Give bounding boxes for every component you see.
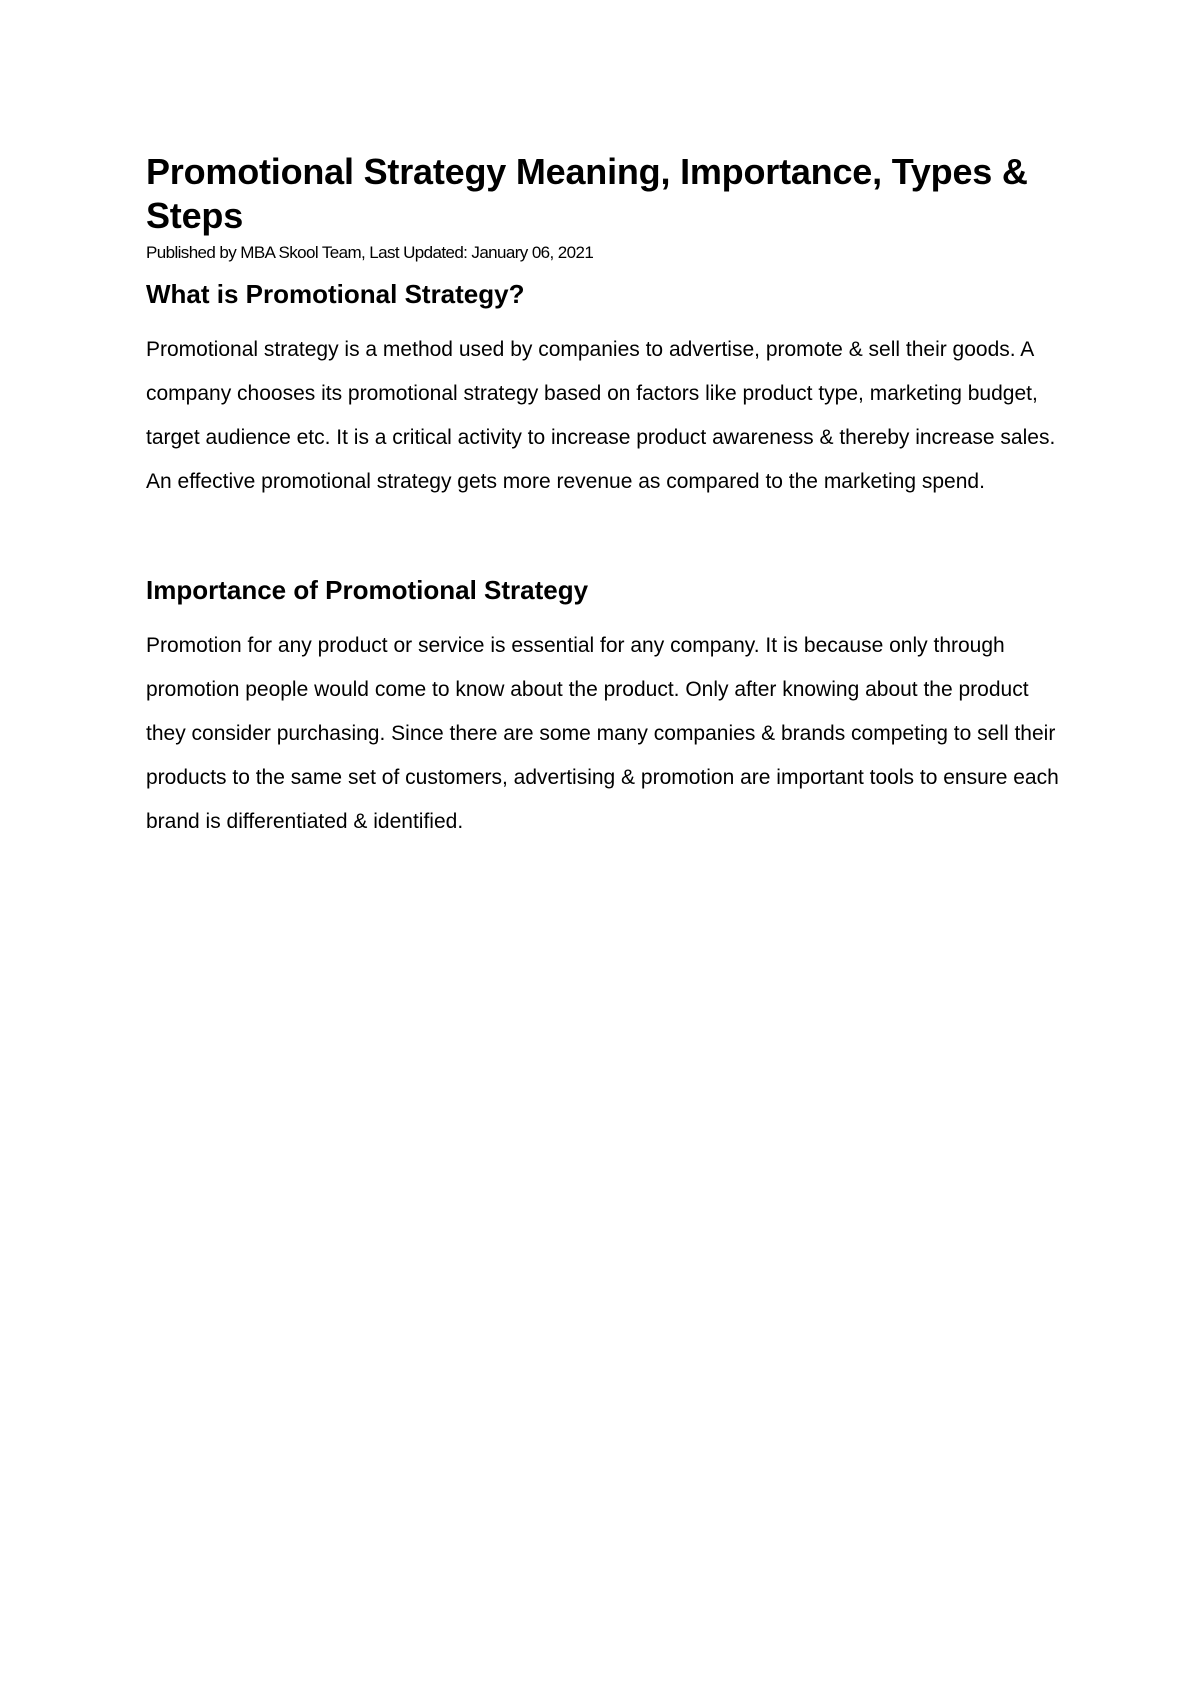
page-title: Promotional Strategy Meaning, Importance, Types & Steps xyxy=(146,151,1028,236)
section-body: Promotional strategy is a method used by companies to advertise, promote & sell their goods. A company chooses its promotional strategy based on factors like product type, marketing budget, target audience etc. It is a critical activity to increase product awareness & thereby increase sales. An effective promotional strategy gets more revenue as compared to the marketing spend. xyxy=(146,338,1056,493)
byline: Published by MBA Skool Team, Last Updated: January 06, 2021 xyxy=(146,243,594,262)
section-heading: Importance of Promotional Strategy xyxy=(146,575,589,605)
document-page xyxy=(146,150,1066,844)
section-importance xyxy=(146,574,1066,844)
section-what-is xyxy=(146,278,1066,504)
section-body: Promotion for any product or service is essential for any company. It is because only through promotion people would come to know about the product. Only after knowing about the product they consider purchasing. Since there are some many companies & brands competing to sell their products to the same set of customers, advertising & promotion are important tools to ensure each brand is differentiated & identified. xyxy=(146,634,1059,833)
section-heading: What is Promotional Strategy? xyxy=(146,279,525,309)
